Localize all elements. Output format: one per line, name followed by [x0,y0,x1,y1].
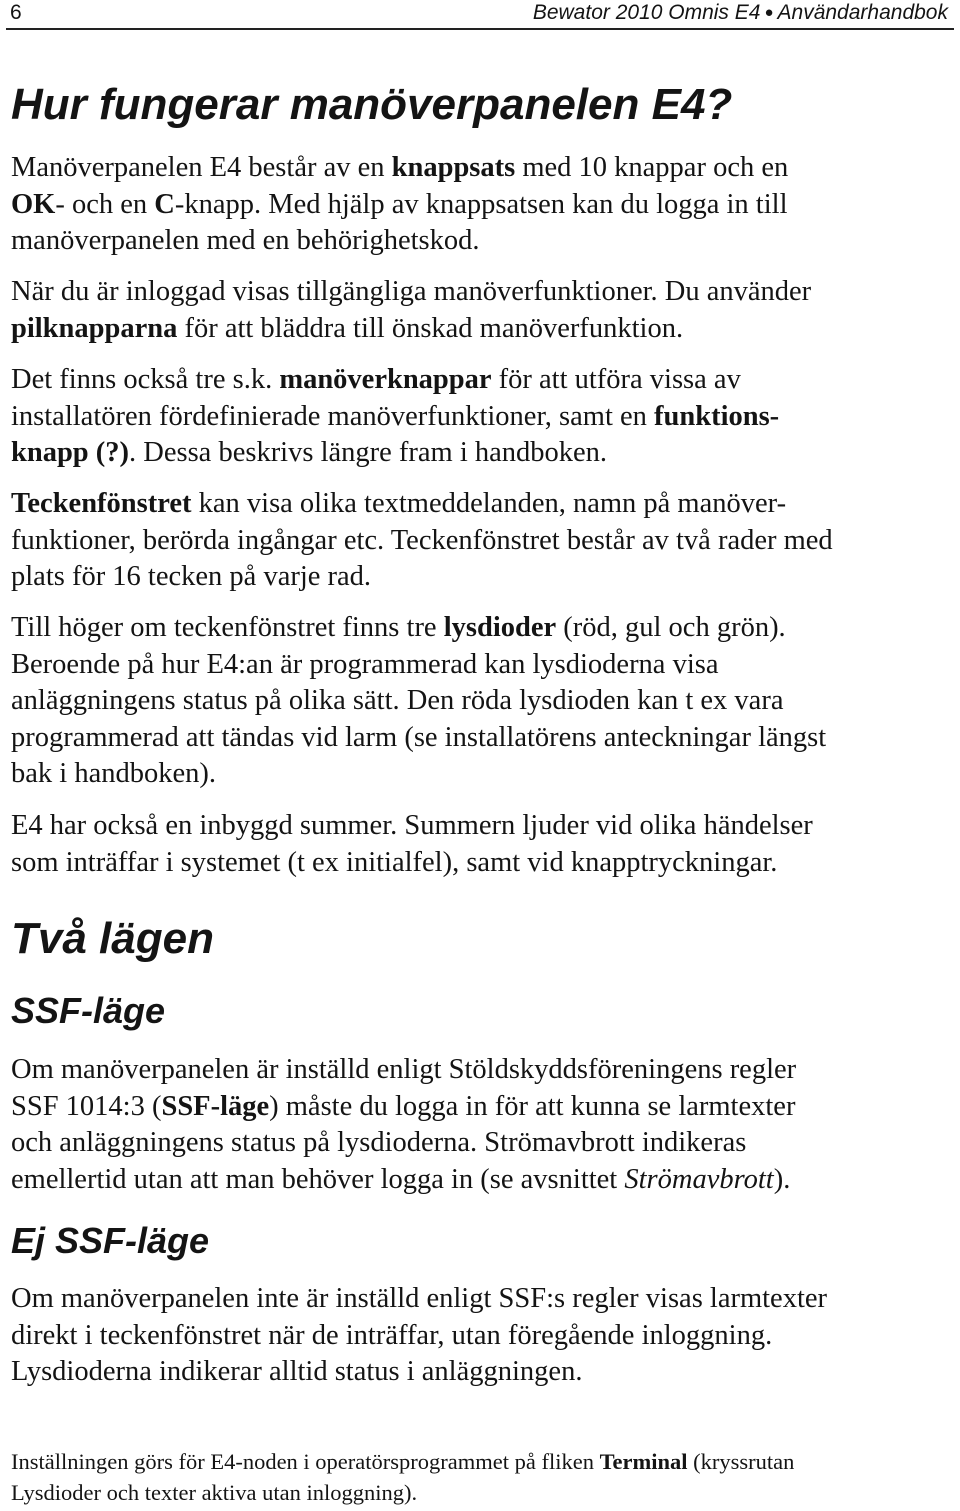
section-heading-how-it-works: Hur fungerar manöverpanelen E4? [11,80,733,129]
page-header [6,0,954,30]
bullet-icon: ● [764,4,774,21]
paragraph-keypad: Manöverpanelen E4 består av en knappsats med 10 knappar och en OK- och en C-knapp. Med hjälp av knappsatsen kan du logga in till manöverpanelen med en behörighetskod. [11,152,789,256]
running-title-product: Bewator 2010 Omnis E4 [532,1,761,24]
paragraph-leds: Till höger om teckenfönstret finns tre lysdioder (röd, gul och grön). Beroende på hur E4:an är programmerad kan lysdioderna visa anläggningens status på olika sätt. Den röda lysdioden kan t ex vara programmerad att tändas vid larm (se installatörens anteckningar längst bak i handboken). [11,612,827,789]
paragraph-non-ssf-mode: Om manöverpanelen inte är inställd enligt SSF:s regler visas larmtexter direkt i teckenfönstret när de inträffar, utan föregående inloggning. Lysdioderna indikerar alltid status i anläggningen. [11,1283,828,1387]
paragraph-ssf-mode: Om manöverpanelen är inställd enligt Stöldskyddsföreningens regler SSF 1014:3 (SSF-läge) måste du logga in för att kunna se larmtexter och anläggningens status på lysdioderna. Strömavbrott indikeras emellertid utan att man behöver logga in (se avsnittet Strömavbrott). [11,1054,797,1195]
section-heading-two-modes: Två lägen [11,914,214,963]
paragraph-display: Teckenfönstret kan visa olika textmeddelanden, namn på manöver- funktioner, berörda ingångar etc. Teckenfönstret består av två rader med plats för 16 tecken på varje rad. [11,488,833,592]
paragraph-navigation: När du är inloggad visas tillgängliga manöverfunktioner. Du använder pilknapparna för att bläddra till önskad manöverfunktion. [11,276,812,344]
subheading-non-ssf-mode: Ej SSF-läge [11,1220,210,1261]
paragraph-control-buttons: Det finns också tre s.k. manöverknappar för att utföra vissa av installatören fördefinierade manöverfunktioner, samt en funktions- knapp (?). Dessa beskrivs längre fram i handboken. [11,364,780,468]
paragraph-buzzer: E4 har också en inbyggd summer. Summern ljuder vid olika händelser som inträffar i systemet (t ex initialfel), samt vid knapptryckningar. [11,810,813,878]
page-number: 6 [10,1,22,24]
running-title-handbook: Användarhandbok [777,1,948,24]
running-title [533,0,948,28]
subheading-ssf-mode: SSF-läge [11,990,166,1031]
footnote: Inställningen görs för E4-noden i operatörsprogrammet på fliken Terminal (kryssrutan Lysdioder och texter aktiva utan inloggning). [11,1449,795,1505]
